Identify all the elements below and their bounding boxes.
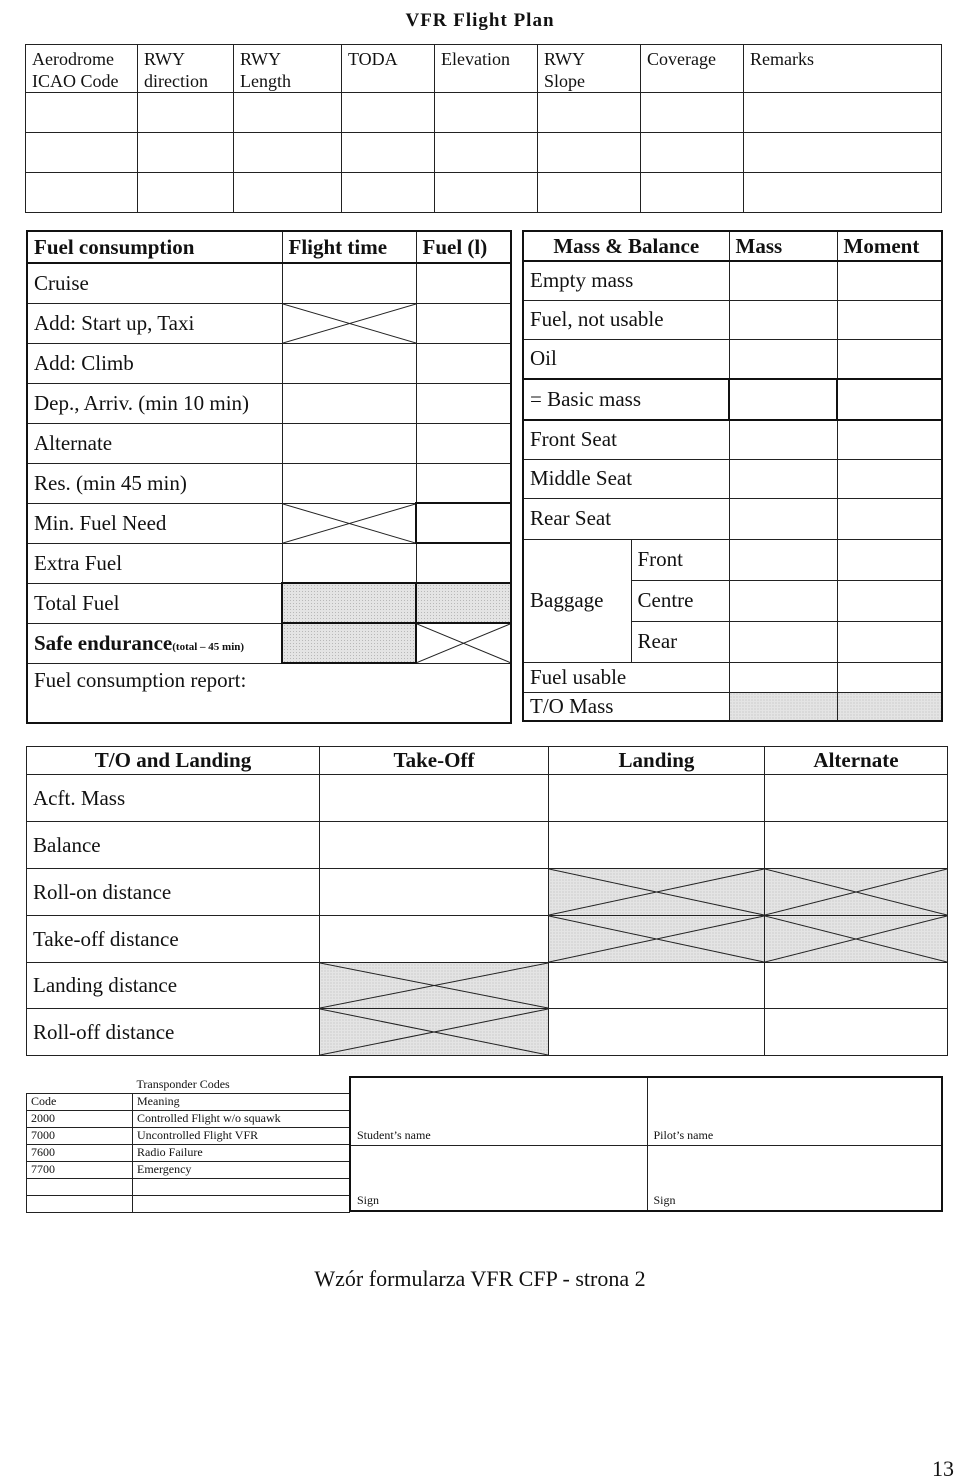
footer-caption: Wzór formularza VFR CFP - strona 2 xyxy=(314,1266,646,1291)
code-meaning: Emergency xyxy=(133,1161,350,1178)
row-safe-endurance: Safe endurance(total – 45 min) xyxy=(27,623,282,663)
code-value: 2000 xyxy=(27,1110,133,1127)
row-roll-off: Roll-off distance xyxy=(27,1009,320,1056)
row-baggage: Baggage xyxy=(523,539,631,662)
row-reserve: Res. (min 45 min) xyxy=(27,463,282,503)
transponder-table xyxy=(26,1076,350,1213)
header-rwy-length: RWY Length xyxy=(234,45,342,93)
header-moment: Moment xyxy=(837,231,942,261)
transponder-title: Transponder Codes xyxy=(133,1076,350,1093)
code-value: 7700 xyxy=(27,1161,133,1178)
row-start-taxi: Add: Start up, Taxi xyxy=(27,303,282,343)
header-rwy-direction: RWY direction xyxy=(138,45,234,93)
baggage-front: Front xyxy=(631,539,729,580)
row-empty-mass: Empty mass xyxy=(523,261,729,300)
header-remarks: Remarks xyxy=(744,45,942,93)
shaded-cell[interactable] xyxy=(282,583,416,623)
shaded-cell[interactable] xyxy=(416,583,511,623)
header-flight-time: Flight time xyxy=(282,231,416,263)
header-takeoff: Take-Off xyxy=(320,747,549,775)
header-coverage: Coverage xyxy=(641,45,744,93)
crossed-cell xyxy=(282,503,416,543)
header-rwy-slope: RWY Slope xyxy=(538,45,641,93)
header-toda: TODA xyxy=(342,45,435,93)
row-basic-mass: = Basic mass xyxy=(523,379,729,420)
col-code: Code xyxy=(27,1093,133,1110)
pilot-name-field[interactable]: Pilot’s name xyxy=(647,1077,942,1145)
crossed-cell xyxy=(320,1009,549,1056)
row-takeoff-distance: Take-off distance xyxy=(27,916,320,963)
header-mass-balance: Mass & Balance xyxy=(523,231,729,261)
student-sign-field[interactable]: Sign xyxy=(350,1145,647,1211)
row-alternate: Alternate xyxy=(27,423,282,463)
aerodrome-row xyxy=(26,173,942,213)
header-alternate: Alternate xyxy=(765,747,948,775)
row-acft-mass: Acft. Mass xyxy=(27,775,320,822)
shaded-cell[interactable] xyxy=(837,692,942,721)
aerodrome-row xyxy=(26,93,942,133)
pilot-sign-field[interactable]: Sign xyxy=(647,1145,942,1211)
code-meaning: Uncontrolled Flight VFR xyxy=(133,1127,350,1144)
code-value: 7600 xyxy=(27,1144,133,1161)
header-landing: Landing xyxy=(549,747,765,775)
student-name-field[interactable]: Student’s name xyxy=(350,1077,647,1145)
row-to-mass: T/O Mass xyxy=(523,692,729,721)
crossed-cell xyxy=(765,869,948,916)
row-oil: Oil xyxy=(523,339,729,379)
code-meaning: Radio Failure xyxy=(133,1144,350,1161)
row-front-seat: Front Seat xyxy=(523,420,729,459)
row-fuel-usable: Fuel usable xyxy=(523,662,729,692)
row-fuel-not-usable: Fuel, not usable xyxy=(523,300,729,339)
row-extra-fuel: Extra Fuel xyxy=(27,543,282,583)
crossed-cell xyxy=(549,869,765,916)
crossed-cell xyxy=(765,916,948,963)
header-mass: Mass xyxy=(729,231,837,261)
row-balance: Balance xyxy=(27,822,320,869)
row-rear-seat: Rear Seat xyxy=(523,498,729,539)
header-fuel-liters: Fuel (l) xyxy=(416,231,511,263)
row-roll-on: Roll-on distance xyxy=(27,869,320,916)
mass-balance-table xyxy=(522,230,943,722)
header-to-landing: T/O and Landing xyxy=(27,747,320,775)
baggage-rear: Rear xyxy=(631,621,729,662)
crossed-cell xyxy=(416,623,511,663)
shaded-cell[interactable] xyxy=(729,692,837,721)
row-middle-seat: Middle Seat xyxy=(523,459,729,498)
page-number: 13 xyxy=(932,1456,954,1481)
fuel-consumption-table xyxy=(26,230,512,724)
page-title: VFR Flight Plan xyxy=(405,10,555,31)
header-aerodrome: Aerodrome ICAO Code xyxy=(26,45,138,93)
aerodrome-row xyxy=(26,133,942,173)
aerodrome-table xyxy=(25,44,942,213)
takeoff-landing-table xyxy=(26,746,948,1056)
code-meaning: Controlled Flight w/o squawk xyxy=(133,1110,350,1127)
col-meaning: Meaning xyxy=(133,1093,350,1110)
code-value: 7000 xyxy=(27,1127,133,1144)
header-elevation: Elevation xyxy=(435,45,538,93)
row-cruise: Cruise xyxy=(27,263,282,303)
crossed-cell xyxy=(549,916,765,963)
row-landing-distance: Landing distance xyxy=(27,963,320,1009)
shaded-cell[interactable] xyxy=(282,623,416,663)
signature-table xyxy=(349,1076,943,1212)
row-climb: Add: Climb xyxy=(27,343,282,383)
row-min-fuel: Min. Fuel Need xyxy=(27,503,282,543)
fuel-report[interactable]: Fuel consumption report: xyxy=(27,663,511,723)
header-fuel-consumption: Fuel consumption xyxy=(27,231,282,263)
baggage-centre: Centre xyxy=(631,580,729,621)
row-dep-arriv: Dep., Arriv. (min 10 min) xyxy=(27,383,282,423)
crossed-cell xyxy=(282,303,416,343)
crossed-cell xyxy=(320,963,549,1009)
row-total-fuel: Total Fuel xyxy=(27,583,282,623)
